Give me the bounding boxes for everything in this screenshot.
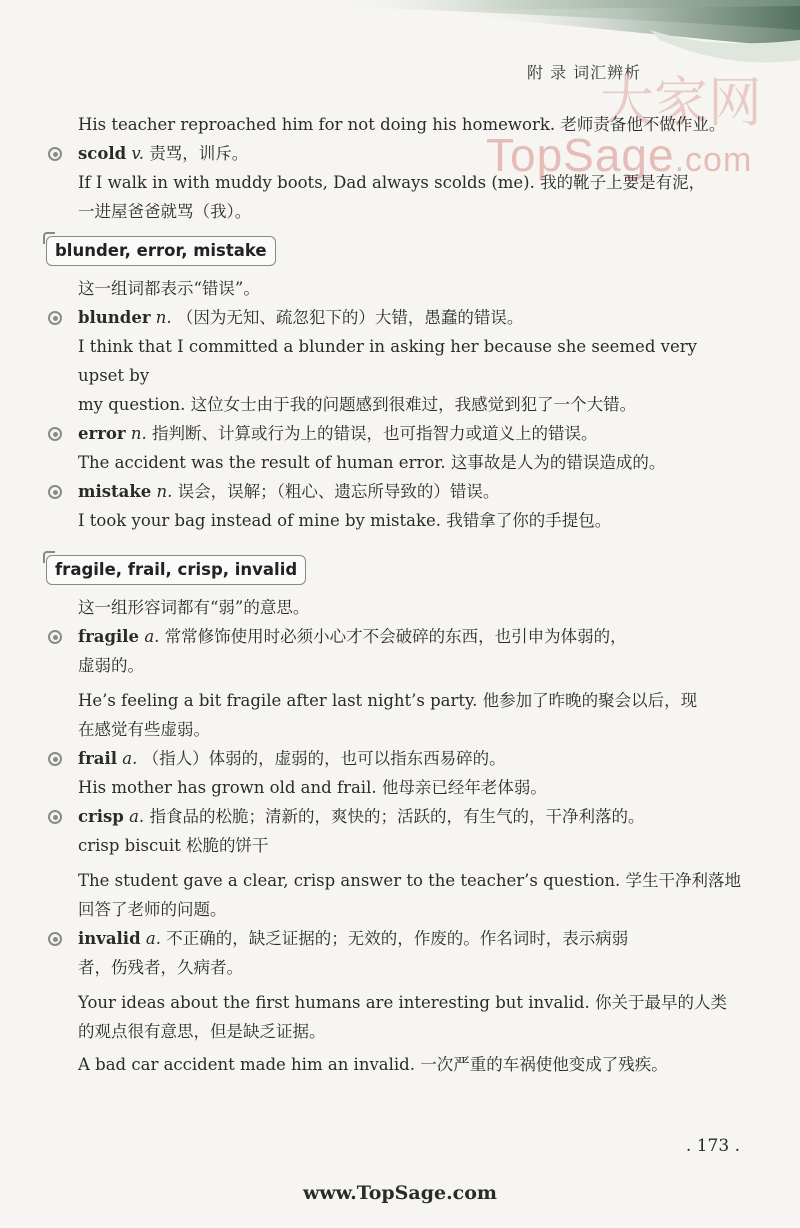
definition: （指人）体弱的，虚弱的，也可以指东西易碎的。	[142, 749, 506, 768]
part-of-speech: a.	[144, 627, 160, 646]
example-line: 的观点很有意思，但是缺乏证据。	[78, 1022, 326, 1041]
example-line: my question. 这位女士由于我的问题感到很难过，我感觉到犯了一个大错。	[78, 395, 637, 414]
example-line: 回答了老师的问题。	[78, 900, 227, 919]
entry-fragile	[46, 622, 746, 744]
entry-head	[46, 419, 746, 448]
example-line: If I walk in with muddy boots, Dad always scolds (me). 我的靴子上要是有泥，	[78, 173, 706, 192]
entry-head	[46, 303, 746, 332]
watermark-english-tld: .com	[674, 141, 753, 179]
section-intro: 这一组形容词都有“弱”的意思。	[78, 598, 310, 617]
entry-blunder	[46, 303, 746, 419]
definition: 指食品的松脆；清新的，爽快的；活跃的，有生气的，干净利落的。	[149, 807, 645, 826]
example-line: A bad car accident made him an invalid. 一次严重的车祸使他变成了残疾。	[78, 1055, 668, 1074]
spacer	[46, 535, 746, 545]
example-line: The student gave a clear, crisp answer to the teacher’s question. 学生干净利落地	[78, 871, 741, 890]
entry-head	[46, 924, 746, 953]
definition: 不正确的，缺乏证据的；无效的，作废的。作名词时，表示病弱	[166, 929, 629, 948]
example-line: The accident was the result of human error. 这事故是人为的错误造成的。	[78, 453, 666, 472]
section-intro: 这一组词都表示“错误”。	[78, 279, 260, 298]
headword: fragile	[78, 627, 140, 646]
definition: 责骂，训斥。	[149, 144, 249, 163]
entry-error	[46, 419, 746, 477]
entry-head	[46, 622, 746, 651]
phrase-example: crisp biscuit 松脆的饼干	[78, 836, 269, 855]
headword: blunder	[78, 308, 151, 327]
headword: mistake	[78, 482, 152, 501]
page-content	[46, 110, 746, 1079]
watermark-chinese: 大家网	[600, 71, 762, 134]
part-of-speech: a.	[122, 749, 138, 768]
entry-crisp	[46, 802, 746, 924]
example-line: His mother has grown old and frail. 他母亲已经年老体弱。	[78, 778, 547, 797]
section-heading-wrap	[46, 551, 746, 589]
example-line: 一进屋爸爸就骂（我）。	[78, 202, 252, 221]
entry-head	[46, 477, 746, 506]
intro-example: His teacher reproached him for not doing his homework. 老师责备他不做作业。	[78, 115, 726, 134]
example-line: I took your bag instead of mine by mistake. 我错拿了你的手提包。	[78, 511, 612, 530]
definition: 常常修饰使用时必须小心才不会破碎的东西，也引申为体弱的，	[164, 627, 627, 646]
entry-head	[46, 139, 746, 168]
example-line: I think that I committed a blunder in asking her because she seemed very upset by	[78, 337, 697, 385]
headword: crisp	[78, 807, 124, 826]
entry-invalid	[46, 924, 746, 1079]
headword: error	[78, 424, 126, 443]
entry-frail	[46, 744, 746, 802]
headword: invalid	[78, 929, 141, 948]
watermark-english-main: TopSage	[486, 129, 675, 181]
definition: （因为无知、疏忽犯下的）大错，愚蠢的错误。	[176, 308, 524, 327]
example-line: Your ideas about the first humans are interesting but invalid. 你关于最早的人类	[78, 993, 727, 1012]
section-heading: blunder, error, mistake	[46, 236, 276, 266]
definition-cont: 者，伤残者，久病者。	[78, 958, 243, 977]
entry-scold	[46, 139, 746, 226]
section-heading-wrap	[46, 232, 746, 270]
part-of-speech: v.	[131, 144, 145, 163]
running-header: 附 录 词汇辨析	[527, 63, 642, 82]
definition: 指判断、计算或行为上的错误，也可指智力或道义上的错误。	[151, 424, 598, 443]
definition: 误会，误解；（粗心、遗忘所导致的）错误。	[177, 482, 500, 501]
example-line: 在感觉有些虚弱。	[78, 720, 210, 739]
entry-head	[46, 802, 746, 831]
section-heading: fragile, frail, crisp, invalid	[46, 555, 306, 585]
page-number: . 173 .	[685, 1136, 740, 1156]
headword: frail	[78, 749, 118, 768]
part-of-speech: n.	[155, 308, 172, 327]
part-of-speech: a.	[145, 929, 161, 948]
entry-head	[46, 744, 746, 773]
definition-cont: 虚弱的。	[78, 656, 144, 675]
part-of-speech: n.	[156, 482, 173, 501]
headword: scold	[78, 144, 127, 163]
example-line: He’s feeling a bit fragile after last night’s party. 他参加了昨晚的聚会以后，现	[78, 691, 698, 710]
footer-url: www.TopSage.com	[302, 1182, 498, 1204]
part-of-speech: n.	[130, 424, 147, 443]
entry-mistake	[46, 477, 746, 535]
part-of-speech: a.	[129, 807, 145, 826]
